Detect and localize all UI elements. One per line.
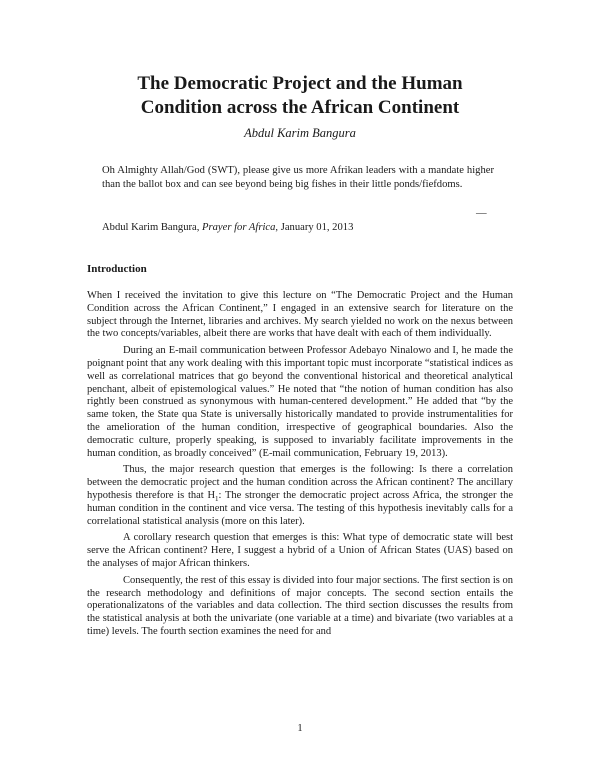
section-heading: Introduction xyxy=(87,263,147,275)
epigraph-attribution xyxy=(102,222,353,233)
title-line-2: Condition across the African Continent xyxy=(140,97,460,118)
attribution-date: , January 01, 2013 xyxy=(275,222,354,233)
document-title xyxy=(60,72,540,120)
hypothesis-subscript: 1 xyxy=(215,495,219,504)
hypothesis-text-before: Thus, the major research question that emerges is the following: Is there a correlation between the democratic project and the human condition across the African continent? The ancillary hypothesis therefore is that H xyxy=(87,464,513,501)
paragraph-3 xyxy=(87,464,513,528)
paragraph-5: Consequently, the rest of this essay is divided into four major sections. The first section is on the research methodology and definitions of major concepts. The second section entails the operationalizatons of the variables and data collection. The third section discusses the results from the statistical analysis at both the univariate (one variable at a time) and bivariate (two variables at a time) levels. The fourth section examines the need for and xyxy=(87,574,513,637)
epigraph-dash: — xyxy=(476,208,487,219)
attribution-name: Abdul Karim Bangura, xyxy=(102,222,203,233)
title-line-1: The Democratic Project and the Human xyxy=(137,73,463,94)
author-name: Abdul Karim Bangura xyxy=(244,126,356,140)
hypothesis-text-after: : The stronger the democratic project across Africa, the stronger the human condition in the continent and vice versa. The testing of this hypothesis inevitably calls for a correlational statistical analysis (more on this later). xyxy=(87,489,513,527)
body-text xyxy=(87,290,513,643)
paragraph-2: During an E-mail communication between Professor Adebayo Ninalowo and I, he made the poignant point that any work dealing with this important topic must incorporate “statistical indices as well as correlational matrices that go beyond the conventional historical and theoretical analytical penchant, albeit of epistemological values.” He noted that “the notion of human condition has also rightly been construed as synonymous with human-centered development.” He added that “by the same token, the State qua State is universally historically mandated to provide instrumentalities for the amelioration of the human condition, irrespective of geographical boundaries. Also the democratic culture, properly speaking, is supposed to invariably facilitate improvements in the human condition, as broadly conceived” (E-mail communication, February 19, 2013). xyxy=(87,345,513,459)
attribution-work: Prayer for Africa xyxy=(202,222,276,233)
paragraph-1: When I received the invitation to give this lecture on “The Democratic Project and the Human Condition across the African Continent,” I engaged in an extensive search for literature on the subject through the Internet, libraries and archives. My search yielded no work on the nexus between the two concepts/variables, albeit there are works that have dealt with each of them individually. xyxy=(87,290,513,340)
epigraph-text: Oh Almighty Allah/God (SWT), please give us more Afrikan leaders with a mandate higher than the ballot box and can see beyond being big fishes in their little ponds/fiefdoms. xyxy=(102,165,494,190)
paragraph-4: A corollary research question that emerges is this: What type of democratic state will best serve the African continent? Here, I suggest a hybrid of a Union of African States (UAS) based on the analyses of major African thinkers. xyxy=(87,532,513,569)
page-number: 1 xyxy=(297,723,303,734)
